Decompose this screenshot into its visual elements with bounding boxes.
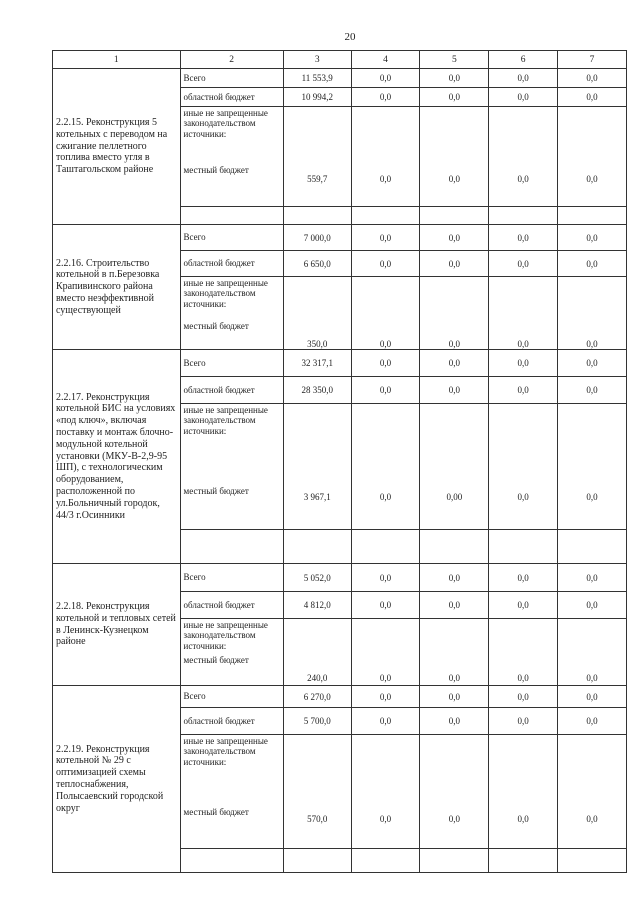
value-cell: 0,0 — [351, 686, 420, 708]
value-cell: 0,0 — [558, 88, 627, 107]
source-label: иные не запрещенные законодательством источники: — [183, 108, 268, 139]
source-label: иные не запрещенные законодательством источники: — [183, 278, 268, 309]
value-cell: 0,0 — [351, 277, 420, 350]
value-cell: 0,0 — [351, 107, 420, 207]
item-name: 2.2.16. Строительство котельной в п.Березовка Крапивинского района вместо неэффективной существующей — [53, 225, 181, 350]
page-number: 20 — [344, 31, 356, 43]
value-cell: 6 650,0 — [283, 251, 351, 277]
value-cell: 0,0 — [351, 377, 420, 404]
value-cell: 10 994,2 — [283, 88, 351, 107]
value-cell: 5 052,0 — [283, 564, 351, 592]
value-cell: 0,0 — [558, 107, 627, 207]
value-cell: 559,7 — [283, 107, 351, 207]
header-cell: 6 — [489, 51, 558, 69]
value-cell: 0,0 — [489, 619, 558, 686]
source-label-group — [180, 277, 283, 350]
item-name: 2.2.15. Реконструкция 5 котельных с переводом на сжигание пеллетного топлива вместо угля в Таштагольском районе — [53, 69, 181, 225]
value-cell: 0,0 — [420, 735, 489, 849]
value-cell: 0,0 — [558, 564, 627, 592]
source-label-group — [180, 735, 283, 849]
value-cell: 0,0 — [351, 592, 420, 619]
value-cell: 0,0 — [489, 225, 558, 251]
source-label: иные не запрещенные законодательством источники: — [183, 620, 268, 651]
source-label: Всего — [180, 350, 283, 377]
value-cell: 0,0 — [558, 69, 627, 88]
header-cell: 1 — [53, 51, 181, 69]
value-cell: 0,0 — [420, 225, 489, 251]
value-cell: 0,0 — [558, 404, 627, 530]
value-cell: 0,0 — [420, 686, 489, 708]
source-label: иные не запрещенные законодательством источники: — [183, 405, 268, 436]
item-name: 2.2.19. Реконструкция котельной № 29 с оптимизацией схемы теплоснабжения, Полысаевский городской округ — [53, 686, 181, 873]
value-cell: 3 967,1 — [283, 404, 351, 530]
value-cell: 0,0 — [489, 708, 558, 735]
value-cell: 0,0 — [420, 251, 489, 277]
value-cell: 0,0 — [420, 350, 489, 377]
source-label: областной бюджет — [180, 377, 283, 404]
source-label-group — [180, 619, 283, 686]
value-cell: 0,0 — [558, 619, 627, 686]
value-cell: 0,0 — [558, 686, 627, 708]
source-label: областной бюджет — [180, 88, 283, 107]
value-cell: 5 700,0 — [283, 708, 351, 735]
value-cell: 0,0 — [558, 277, 627, 350]
source-label: Всего — [180, 69, 283, 88]
value-cell: 0,0 — [420, 69, 489, 88]
value-cell: 0,0 — [489, 69, 558, 88]
source-label: местный бюджет — [183, 486, 249, 497]
value-cell: 0,0 — [558, 735, 627, 849]
source-label: Всего — [180, 564, 283, 592]
value-cell: 350,0 — [283, 277, 351, 350]
value-cell: 0,0 — [558, 377, 627, 404]
source-label: областной бюджет — [180, 708, 283, 735]
value-cell: 0,0 — [420, 88, 489, 107]
value-cell: 0,0 — [489, 404, 558, 530]
value-cell: 0,0 — [558, 225, 627, 251]
header-row — [53, 51, 627, 69]
value-cell: 0,0 — [558, 708, 627, 735]
table-row-total — [53, 69, 627, 88]
source-label: областной бюджет — [180, 251, 283, 277]
value-cell: 0,0 — [420, 564, 489, 592]
header-cell: 2 — [180, 51, 283, 69]
value-cell: 0,0 — [351, 564, 420, 592]
source-label: иные не запрещенные законодательством источники: — [183, 736, 268, 767]
table-row-total — [53, 350, 627, 377]
value-cell: 0,0 — [489, 735, 558, 849]
header-cell: 5 — [420, 51, 489, 69]
source-label: местный бюджет — [183, 807, 249, 818]
source-label: местный бюджет — [183, 165, 249, 176]
value-cell: 6 270,0 — [283, 686, 351, 708]
value-cell: 32 317,1 — [283, 350, 351, 377]
value-cell: 0,0 — [351, 88, 420, 107]
value-cell: 28 350,0 — [283, 377, 351, 404]
value-cell: 11 553,9 — [283, 69, 351, 88]
value-cell: 0,0 — [558, 350, 627, 377]
value-cell: 0,0 — [489, 592, 558, 619]
value-cell: 0,0 — [558, 251, 627, 277]
source-label-group — [180, 404, 283, 530]
value-cell: 0,0 — [351, 404, 420, 530]
item-name: 2.2.17. Реконструкция котельной БИС на условиях «под ключ», включая поставку и монтаж блочно-модульной котельной установки (МКУ-В-2,9-95 ШП), с технологическим оборудованием, расположенной по ул.Больничный городок, 44/3 г.Осинники — [53, 350, 181, 564]
value-cell: 0,0 — [489, 350, 558, 377]
value-cell: 0,0 — [351, 69, 420, 88]
value-cell: 0,0 — [351, 350, 420, 377]
budget-table — [52, 50, 627, 873]
item-name: 2.2.18. Реконструкция котельной и тепловых сетей в Ленинск-Кузнецком районе — [53, 564, 181, 686]
value-cell: 0,0 — [420, 708, 489, 735]
source-label-group — [180, 107, 283, 207]
value-cell: 0,0 — [351, 735, 420, 849]
value-cell: 0,0 — [420, 277, 489, 350]
value-cell: 0,0 — [489, 251, 558, 277]
table-row-total — [53, 564, 627, 592]
value-cell: 0,0 — [351, 708, 420, 735]
value-cell: 7 000,0 — [283, 225, 351, 251]
value-cell: 0,0 — [489, 564, 558, 592]
value-cell: 240,0 — [283, 619, 351, 686]
value-cell: 0,0 — [420, 107, 489, 207]
value-cell: 0,0 — [489, 107, 558, 207]
value-cell: 4 812,0 — [283, 592, 351, 619]
source-label: Всего — [180, 686, 283, 708]
value-cell: 0,0 — [489, 377, 558, 404]
table-row-total — [53, 686, 627, 708]
source-label: областной бюджет — [180, 592, 283, 619]
value-cell: 0,0 — [420, 592, 489, 619]
table-row-total — [53, 225, 627, 251]
value-cell: 0,0 — [489, 277, 558, 350]
source-label: Всего — [180, 225, 283, 251]
value-cell: 0,0 — [351, 251, 420, 277]
header-cell: 4 — [351, 51, 420, 69]
value-cell: 0,0 — [558, 592, 627, 619]
value-cell: 0,00 — [420, 404, 489, 530]
value-cell: 0,0 — [351, 225, 420, 251]
header-cell: 7 — [558, 51, 627, 69]
value-cell: 0,0 — [489, 88, 558, 107]
value-cell: 0,0 — [420, 619, 489, 686]
value-cell: 570,0 — [283, 735, 351, 849]
header-cell: 3 — [283, 51, 351, 69]
source-label: местный бюджет — [183, 321, 249, 332]
value-cell: 0,0 — [420, 377, 489, 404]
value-cell: 0,0 — [489, 686, 558, 708]
value-cell: 0,0 — [351, 619, 420, 686]
source-label: местный бюджет — [183, 655, 249, 666]
